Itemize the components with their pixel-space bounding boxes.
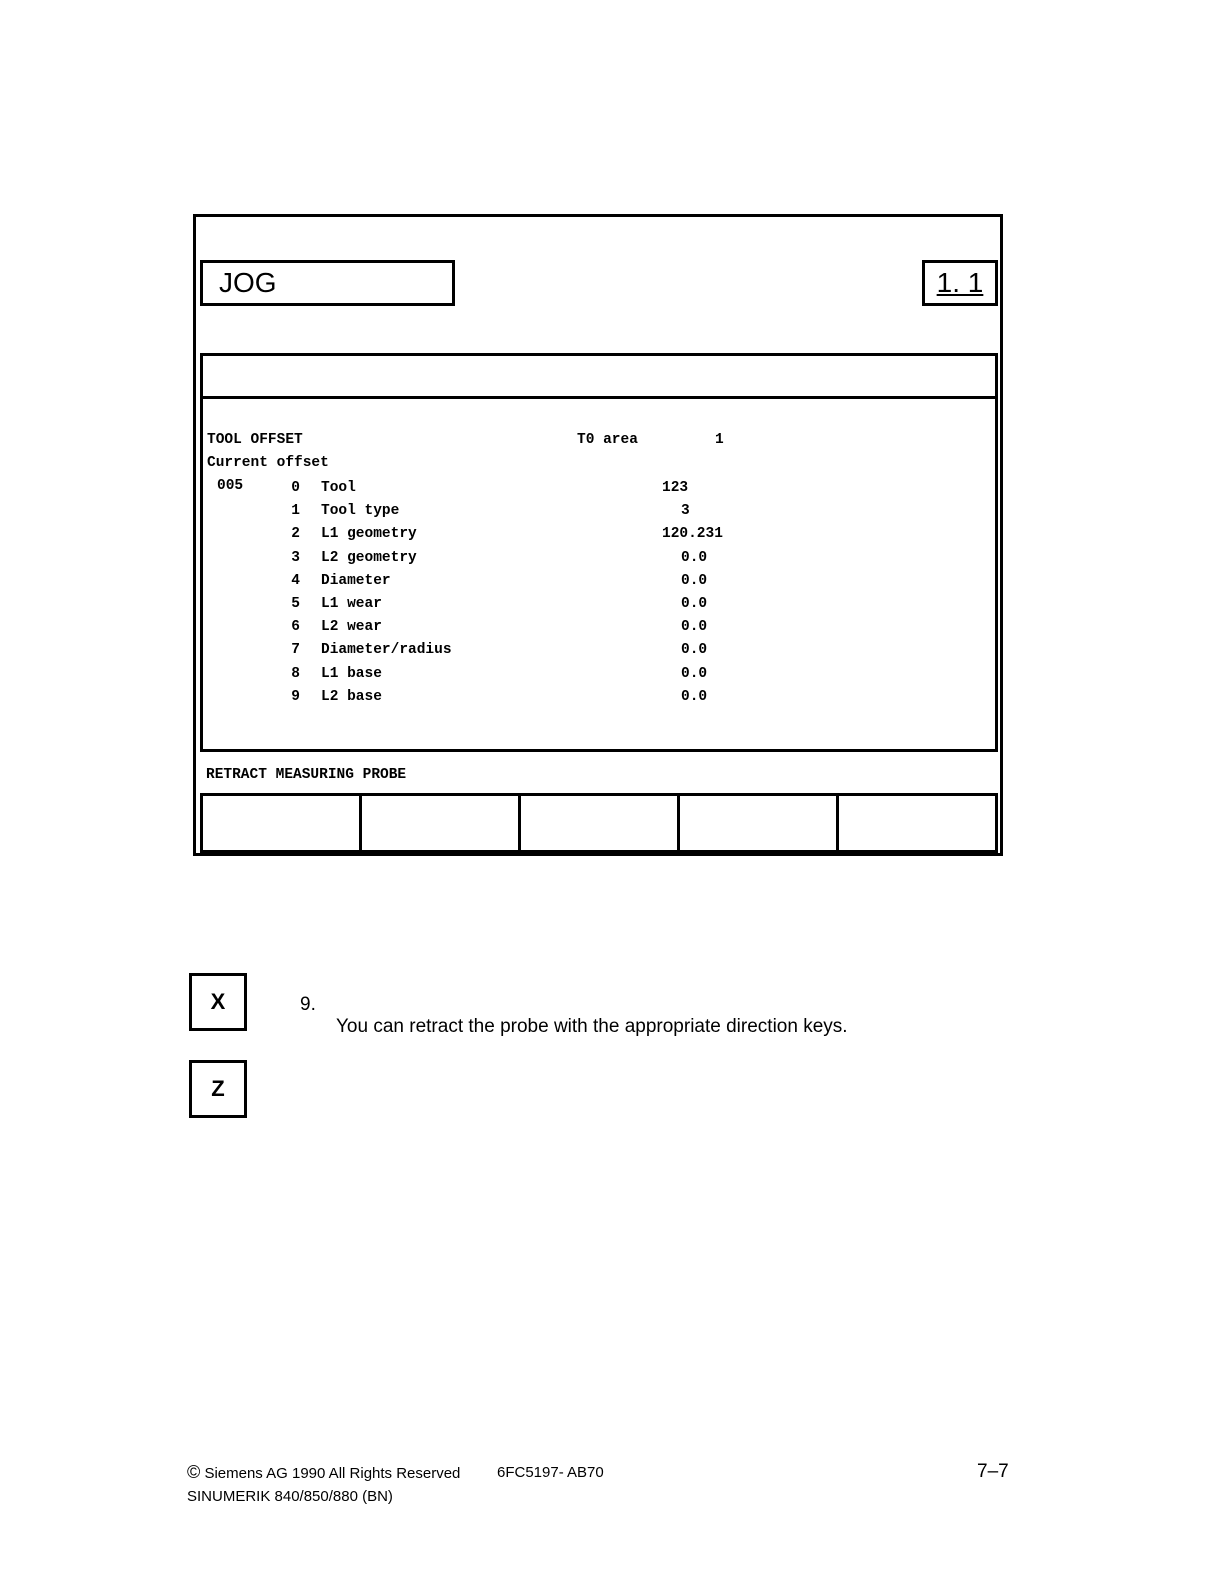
table-row: [203, 548, 983, 571]
softkey-5[interactable]: [839, 796, 995, 850]
row-index: 0: [291, 480, 300, 496]
table-subtitle: Current offset: [207, 455, 329, 471]
area-value: 1: [715, 432, 724, 448]
row-value: 120.231: [662, 526, 723, 543]
softkey-bar: [200, 793, 998, 853]
row-index: 8: [291, 665, 300, 682]
row-label: Tool type: [321, 503, 400, 520]
step-text: You can retract the probe with the appropriate direction keys.: [336, 1016, 848, 1037]
cnc-screen: [193, 214, 1003, 856]
z-key-icon: Z: [189, 1060, 247, 1118]
tool-number: 005: [217, 478, 244, 494]
row-label: L1 geometry: [321, 526, 417, 543]
instruction-step: [300, 972, 848, 1038]
row-label: L2 base: [321, 688, 382, 705]
table-row: [203, 640, 983, 663]
alarm-line: [200, 353, 998, 399]
row-value: 123: [662, 480, 689, 496]
row-value: 0.0: [681, 642, 708, 659]
row-label: L1 base: [321, 665, 382, 682]
table-row: [203, 617, 983, 640]
table-title: TOOL OFFSET: [207, 432, 303, 448]
row-index: 2: [291, 526, 300, 543]
table-row: [203, 687, 983, 710]
copyright-text: Siemens AG 1990 All Rights Reserved: [204, 1465, 461, 1482]
row-index: 5: [291, 596, 300, 612]
page-number: 7–7: [977, 1461, 1009, 1482]
table-row: [203, 524, 983, 547]
channel-label: 1. 1: [936, 267, 984, 298]
row-value: 0.0: [681, 549, 708, 566]
dialog-line: RETRACT MEASURING PROBE: [206, 767, 407, 783]
tool-offset-table: [200, 398, 998, 752]
row-index: 1: [291, 503, 300, 520]
row-value: 0.0: [681, 572, 708, 589]
row-value: 0.0: [681, 596, 708, 612]
channel-display: [922, 260, 998, 306]
row-label: L2 geometry: [321, 549, 417, 566]
row-label: L2 wear: [321, 619, 382, 636]
softkey-3[interactable]: [521, 796, 680, 850]
row-label: L1 wear: [321, 596, 382, 612]
softkey-1[interactable]: [203, 796, 362, 850]
step-number: 9.: [300, 994, 316, 1015]
area-label: T0 area: [577, 432, 638, 448]
mode-label: JOG: [219, 267, 277, 298]
table-row: [203, 571, 983, 594]
row-value: 3: [681, 503, 690, 520]
softkey-2[interactable]: [362, 796, 521, 850]
mode-display: [200, 260, 455, 306]
table-row: [203, 501, 983, 524]
softkey-4[interactable]: [680, 796, 839, 850]
row-value: 0.0: [681, 619, 708, 636]
row-index: 6: [291, 619, 300, 636]
row-value: 0.0: [681, 688, 708, 705]
row-label: Tool: [321, 480, 356, 496]
row-index: 4: [291, 572, 300, 589]
table-row: [203, 664, 983, 687]
table-row: [203, 478, 983, 501]
row-label: Diameter: [321, 572, 391, 589]
row-index: 7: [291, 642, 300, 659]
row-index: 9: [291, 688, 300, 705]
x-key-icon: X: [189, 973, 247, 1031]
copyright-symbol: ©: [187, 1462, 201, 1482]
order-number: 6FC5197- AB70: [497, 1464, 604, 1481]
table-row: [203, 594, 983, 617]
row-label: Diameter/radius: [321, 642, 452, 659]
footer-copyright: [187, 1462, 460, 1483]
product-name: SINUMERIK 840/850/880 (BN): [187, 1488, 393, 1505]
row-index: 3: [291, 549, 300, 566]
row-value: 0.0: [681, 665, 708, 682]
